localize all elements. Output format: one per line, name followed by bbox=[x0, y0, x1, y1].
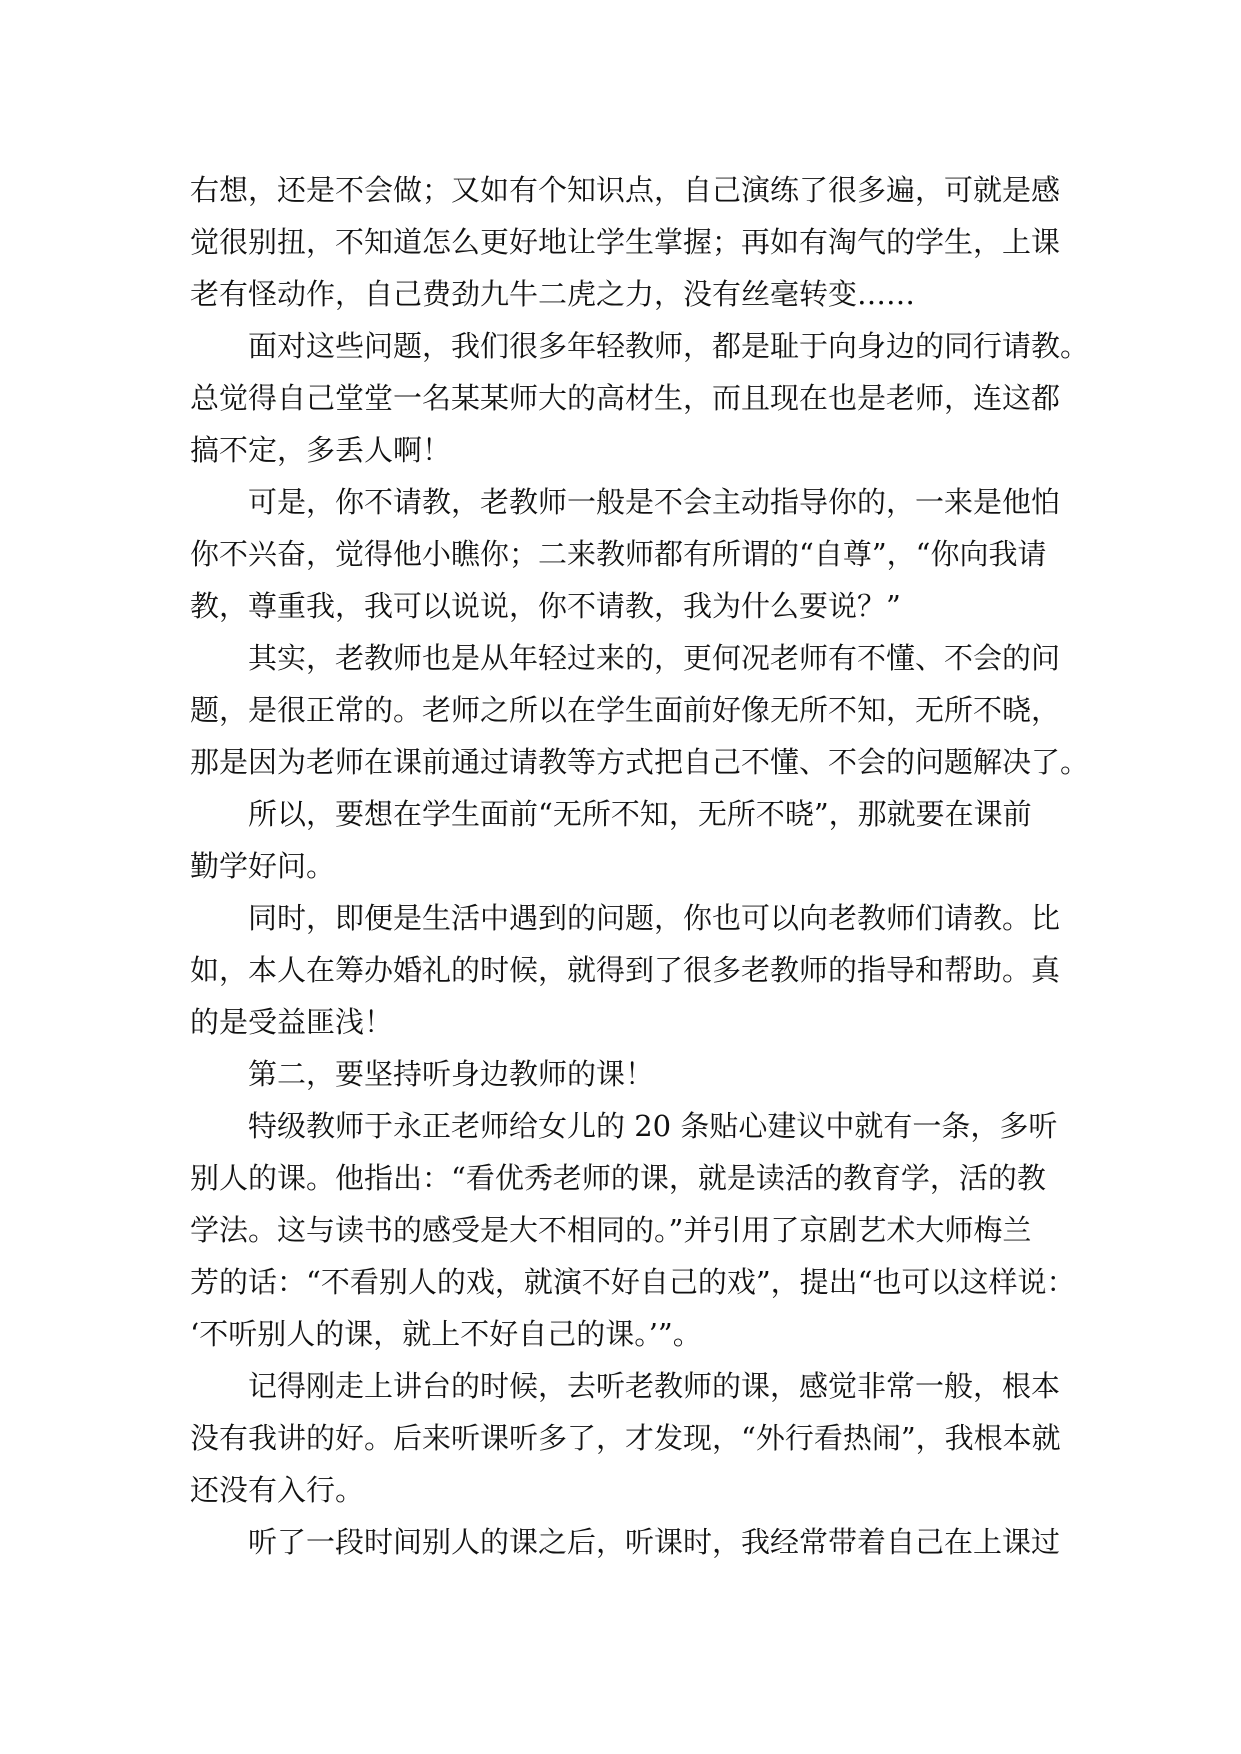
text-line: 教，尊重我，我可以说说，你不请教，我为什么要说？” bbox=[190, 589, 901, 623]
text-line: 还没有入行。 bbox=[190, 1473, 365, 1507]
text-line: 学法。这与读书的感受是大不相同的。”并引用了京剧艺术大师梅兰 bbox=[190, 1213, 1032, 1247]
text-line: 可是，你不请教，老教师一般是不会主动指导你的，一来是他怕 bbox=[248, 485, 1061, 519]
text-line: 老有怪动作，自己费劲九牛二虎之力，没有丝毫转变…… bbox=[190, 277, 916, 311]
text-line: 右想，还是不会做；又如有个知识点，自己演练了很多遍，可就是感 bbox=[190, 173, 1061, 207]
text-line: 听了一段时间别人的课之后，听课时，我经常带着自己在上课过 bbox=[248, 1525, 1061, 1559]
text-line: 同时，即便是生活中遇到的问题，你也可以向老教师们请教。比 bbox=[248, 901, 1061, 935]
text-line: 其实，老教师也是从年轻过来的，更何况老师有不懂、不会的问 bbox=[248, 641, 1061, 675]
text-line: 那是因为老师在课前通过请教等方式把自己不懂、不会的问题解决了。 bbox=[190, 745, 1090, 779]
text-line: 搞不定，多丢人啊！ bbox=[190, 433, 452, 467]
text-line: 记得刚走上讲台的时候，去听老教师的课，感觉非常一般，根本 bbox=[248, 1369, 1061, 1403]
text-line: 所以，要想在学生面前“无所不知，无所不晓”，那就要在课前 bbox=[248, 797, 1032, 831]
text-line: 勤学好问。 bbox=[190, 849, 336, 883]
text-line: 别人的课。他指出：“看优秀老师的课，就是读活的教育学，活的教 bbox=[190, 1161, 1046, 1195]
text-line: 的是受益匪浅！ bbox=[190, 1005, 394, 1039]
section-heading: 第二，要坚持听身边教师的课！ bbox=[248, 1057, 655, 1091]
text-line: 总觉得自己堂堂一名某某师大的高材生，而且现在也是老师，连这都 bbox=[190, 381, 1061, 415]
text-line: 面对这些问题，我们很多年轻教师，都是耻于向身边的同行请教。 bbox=[248, 329, 1090, 363]
text-line: ‘不听别人的课，就上不好自己的课。’”。 bbox=[190, 1317, 702, 1351]
text-line: 如，本人在筹办婚礼的时候，就得到了很多老教师的指导和帮助。真 bbox=[190, 953, 1061, 987]
text-line: 芳的话：“不看别人的戏，就演不好自己的戏”，提出“也可以这样说： bbox=[190, 1265, 1076, 1299]
text-line: 觉很别扭，不知道怎么更好地让学生掌握；再如有淘气的学生，上课 bbox=[190, 225, 1061, 259]
text-line: 没有我讲的好。后来听课听多了，才发现，“外行看热闹”，我根本就 bbox=[190, 1421, 1061, 1455]
text-line: 特级教师于永正老师给女儿的 20 条贴心建议中就有一条，多听 bbox=[248, 1109, 1058, 1143]
text-line: 题，是很正常的。老师之所以在学生面前好像无所不知，无所不晓， bbox=[190, 693, 1061, 727]
text-line: 你不兴奋，觉得他小瞧你；二来教师都有所谓的“自尊”，“你向我请 bbox=[190, 537, 1047, 571]
